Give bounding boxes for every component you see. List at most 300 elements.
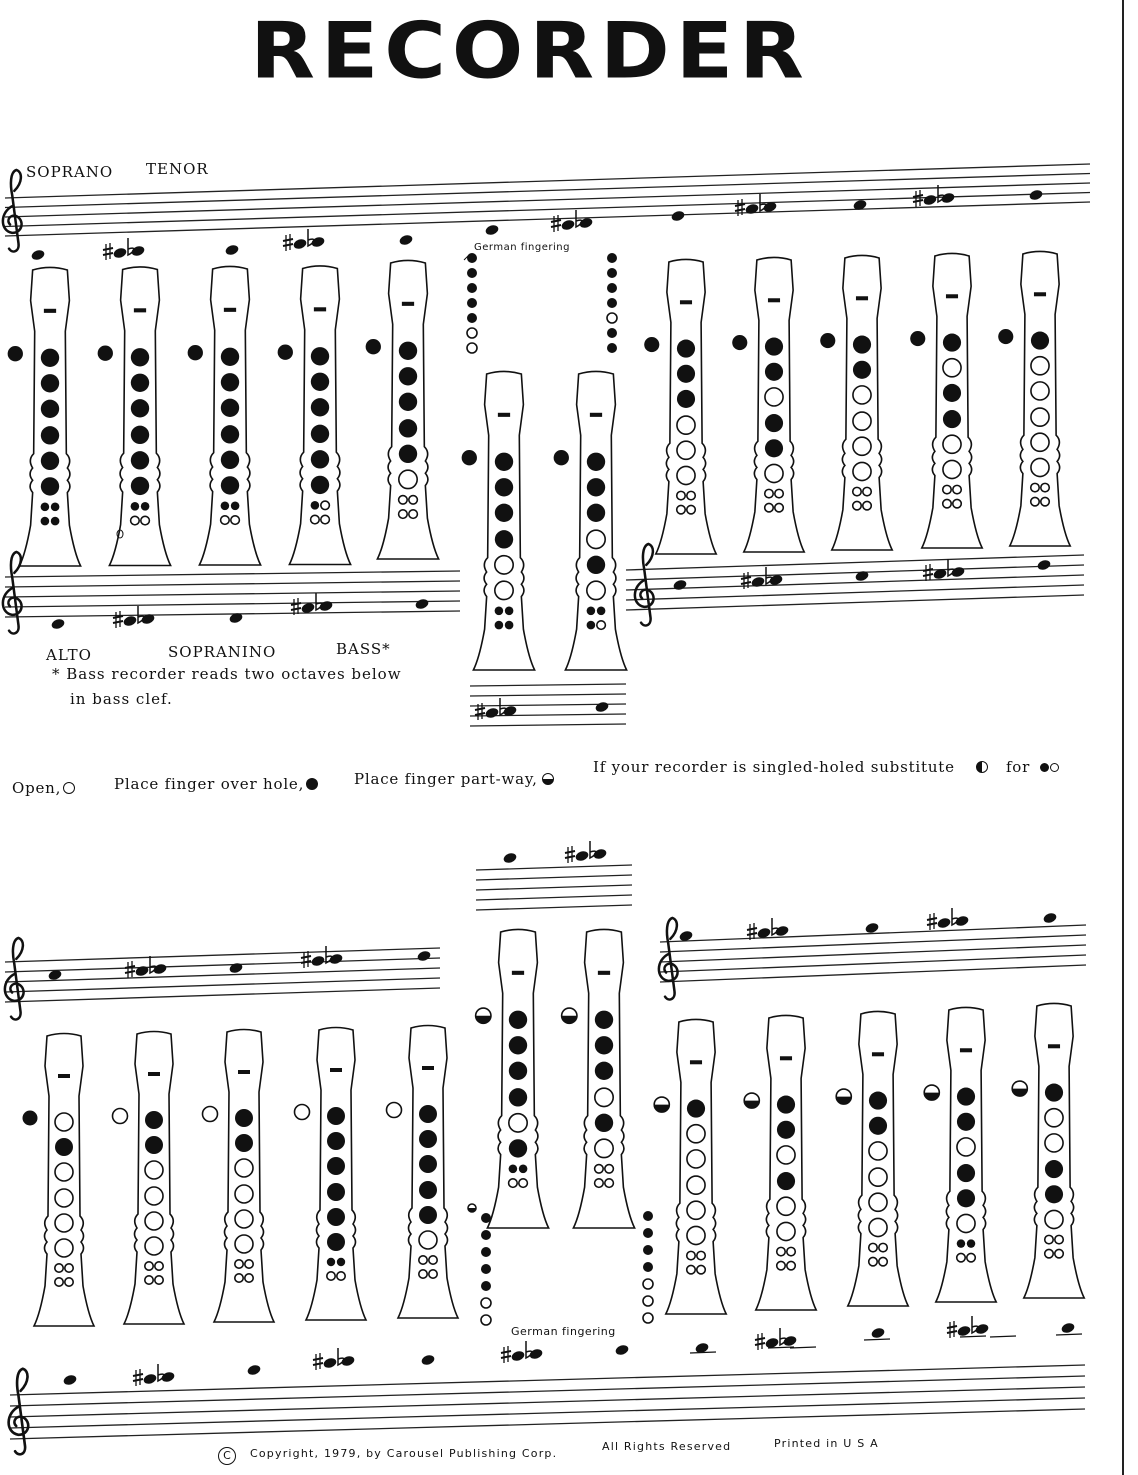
sharp-sign-icon xyxy=(923,564,933,581)
double-hole-closed xyxy=(957,1239,965,1247)
german-fingering-label-bottom: German fingering xyxy=(511,1325,616,1338)
german-fingering-right-bottom xyxy=(643,1211,653,1323)
finger-hole-closed xyxy=(509,1011,527,1029)
double-hole-open xyxy=(409,496,418,505)
german-hole-closed xyxy=(643,1228,653,1238)
window-slot xyxy=(224,308,236,312)
note-f xyxy=(246,1364,261,1377)
staff-bottom-left xyxy=(5,948,440,1002)
finger-hole-open xyxy=(943,460,961,478)
note-e xyxy=(398,234,413,247)
double-hole-closed xyxy=(505,621,514,630)
double-hole-open xyxy=(55,1278,63,1286)
thumb-hole-half xyxy=(1012,1081,1027,1096)
ledger-line xyxy=(990,1336,1016,1337)
window-slot xyxy=(134,308,146,312)
treble-clef-icon xyxy=(635,544,654,626)
finger-hole-closed xyxy=(131,451,149,469)
finger-hole-closed xyxy=(957,1088,975,1106)
finger-hole-closed xyxy=(419,1130,437,1148)
finger-hole-open xyxy=(1045,1134,1063,1152)
double-hole-open xyxy=(869,1243,877,1251)
double-hole-open xyxy=(131,516,140,525)
double-hole-open xyxy=(787,1247,795,1255)
thumb-hole-closed xyxy=(98,346,113,361)
thumb-hole-half xyxy=(924,1085,939,1100)
double-hole-open xyxy=(231,516,240,525)
german-hole-closed xyxy=(481,1213,491,1223)
thumb-hole-open xyxy=(387,1103,402,1118)
german-hole-closed xyxy=(467,253,477,263)
finger-hole-open xyxy=(55,1214,73,1232)
double-hole-open xyxy=(235,1274,243,1282)
finger-hole-closed xyxy=(235,1109,253,1127)
window-slot xyxy=(314,307,326,311)
double-hole-open xyxy=(519,1179,528,1188)
rights-text: All Rights Reserved xyxy=(602,1440,732,1453)
double-hole-closed xyxy=(587,621,596,630)
double-hole-open xyxy=(235,1260,243,1268)
finger-hole-open xyxy=(1045,1210,1063,1228)
window-slot xyxy=(946,294,958,298)
finger-hole-open xyxy=(145,1237,163,1255)
finger-hole-open xyxy=(777,1197,795,1215)
note-head xyxy=(328,953,343,966)
finger-hole-closed xyxy=(495,478,513,496)
finger-hole-closed xyxy=(495,530,513,548)
thumb-hole-open xyxy=(113,1109,128,1124)
recorder-top-right-4 xyxy=(910,253,982,548)
finger-hole-closed xyxy=(327,1233,345,1251)
double-hole-closed xyxy=(221,502,230,511)
german-hole-closed xyxy=(643,1245,653,1255)
finger-hole-closed xyxy=(131,348,149,366)
copyright-icon: C xyxy=(218,1447,236,1465)
sharp-sign-icon xyxy=(313,1353,323,1370)
window-slot xyxy=(498,413,510,417)
recorder-bottom-right-2 xyxy=(744,1015,816,1310)
sharp-sign-icon xyxy=(755,1333,765,1350)
window-slot xyxy=(1048,1044,1060,1048)
double-hole-open xyxy=(145,1262,153,1270)
finger-hole-closed xyxy=(943,384,961,402)
double-hole-open xyxy=(245,1274,253,1282)
finger-hole-open xyxy=(235,1210,253,1228)
finger-hole-closed xyxy=(587,453,605,471)
sharp-sign-icon xyxy=(747,923,757,940)
recorder-top-left-4 xyxy=(278,266,351,565)
thumb-hole-half xyxy=(476,1008,491,1023)
double-hole-open xyxy=(155,1276,163,1284)
finger-hole-open xyxy=(235,1185,253,1203)
finger-hole-open xyxy=(869,1218,887,1236)
ledger-line xyxy=(864,1339,890,1340)
finger-hole-closed xyxy=(677,365,695,383)
label-soprano: SOPRANO xyxy=(26,163,114,181)
finger-hole-open xyxy=(957,1138,975,1156)
finger-hole-closed xyxy=(687,1100,705,1118)
note-c xyxy=(1036,559,1051,572)
double-hole-open xyxy=(595,1179,604,1188)
note-head xyxy=(340,1355,355,1368)
thumb-hole-closed xyxy=(366,339,381,354)
finger-hole-closed xyxy=(399,393,417,411)
double-hole-open xyxy=(853,501,861,509)
finger-hole-open xyxy=(869,1193,887,1211)
finger-hole-closed xyxy=(1045,1084,1063,1102)
note-c xyxy=(594,701,609,714)
finger-hole-closed xyxy=(957,1189,975,1207)
note-head xyxy=(510,1350,525,1363)
recorder-bottom-right-5 xyxy=(1012,1003,1084,1298)
finger-hole-closed xyxy=(595,1036,613,1054)
sharp-sign-icon xyxy=(565,846,575,863)
double-hole-open xyxy=(399,510,408,519)
german-hole-closed xyxy=(607,298,617,308)
note-e xyxy=(62,1374,77,1387)
double-hole-open xyxy=(879,1243,887,1251)
staff-bottom-right xyxy=(660,925,1086,982)
finger-hole-open xyxy=(587,530,605,548)
thumb-hole-closed xyxy=(644,337,659,352)
finger-hole-closed xyxy=(145,1111,163,1129)
finger-hole-open xyxy=(1031,458,1049,476)
window-slot xyxy=(780,1056,792,1060)
finger-hole-open xyxy=(509,1114,527,1132)
double-hole-open xyxy=(677,505,685,513)
finger-hole-closed xyxy=(311,373,329,391)
finger-hole-closed xyxy=(221,373,239,391)
double-hole-open xyxy=(597,621,606,630)
window-slot xyxy=(422,1066,434,1070)
german-hole-closed xyxy=(607,283,617,293)
german-hole-closed xyxy=(467,283,477,293)
finger-hole-closed xyxy=(221,399,239,417)
double-hole-open xyxy=(765,503,773,511)
thumb-hole-closed xyxy=(188,345,203,360)
german-hole-open xyxy=(481,1298,491,1308)
window-slot xyxy=(960,1048,972,1052)
recorder-bottom-left-5 xyxy=(387,1026,459,1319)
double-hole-open xyxy=(509,1179,518,1188)
window-slot xyxy=(856,296,868,300)
double-hole-open xyxy=(419,1270,427,1278)
double-hole-closed xyxy=(519,1165,528,1174)
recorder-top-left-5 xyxy=(366,260,439,559)
legend-partial-text: Place finger part-way, xyxy=(354,770,538,788)
finger-hole-open xyxy=(1031,382,1049,400)
note-high xyxy=(502,852,517,865)
double-hole-closed xyxy=(51,503,60,512)
double-hole-open xyxy=(943,499,951,507)
double-hole-open xyxy=(429,1270,437,1278)
double-hole-open xyxy=(1055,1249,1063,1257)
recorder-top-middle-1 xyxy=(462,371,535,670)
double-hole-open xyxy=(245,1260,253,1268)
finger-hole-closed xyxy=(1031,332,1049,350)
thumb-hole-closed xyxy=(462,450,477,465)
double-hole-open xyxy=(967,1253,975,1261)
double-hole-open xyxy=(321,501,330,510)
thumb-hole-closed xyxy=(23,1111,38,1126)
finger-hole-closed xyxy=(509,1036,527,1054)
finger-hole-closed xyxy=(765,338,783,356)
finger-hole-closed xyxy=(587,556,605,574)
double-hole-open xyxy=(687,1251,695,1259)
double-hole-open xyxy=(221,516,230,525)
treble-clef-icon xyxy=(5,938,24,1020)
finger-hole-open xyxy=(765,388,783,406)
finger-hole-open xyxy=(687,1176,705,1194)
finger-hole-closed xyxy=(41,426,59,444)
finger-hole-open xyxy=(869,1168,887,1186)
note-head xyxy=(574,850,589,863)
double-hole-open xyxy=(145,1276,153,1284)
note-head xyxy=(974,1323,989,1336)
thumb-hole-closed xyxy=(278,345,293,360)
recorder-bottom-middle-2 xyxy=(562,929,635,1228)
double-hole-closed xyxy=(141,502,150,511)
double-hole-open xyxy=(409,510,418,519)
note-head xyxy=(528,1348,543,1361)
thumb-hole-half xyxy=(744,1093,759,1108)
german-hole-open xyxy=(643,1296,653,1306)
finger-hole-open xyxy=(869,1142,887,1160)
window-slot xyxy=(58,1074,70,1078)
double-hole-open xyxy=(1031,483,1039,491)
finger-hole-open xyxy=(853,386,871,404)
printed-text: Printed in U S A xyxy=(774,1437,879,1450)
double-hole-closed xyxy=(597,607,606,616)
double-hole-open xyxy=(687,491,695,499)
finger-hole-closed xyxy=(1045,1160,1063,1178)
thumb-hole-closed xyxy=(998,329,1013,344)
finger-hole-closed xyxy=(509,1062,527,1080)
finger-hole-open xyxy=(943,435,961,453)
note-b xyxy=(1028,189,1043,202)
finger-hole-closed xyxy=(235,1134,253,1152)
finger-hole-closed xyxy=(41,349,59,367)
recorder-bottom-middle-1 xyxy=(476,929,549,1228)
german-hole-closed xyxy=(467,313,477,323)
finger-hole-open xyxy=(595,1139,613,1157)
label-tenor: TENOR xyxy=(146,160,209,178)
finger-hole-closed xyxy=(221,348,239,366)
double-hole-closed xyxy=(311,501,320,510)
double-hole-open xyxy=(953,499,961,507)
legend-closed-text: Place finger over hole, xyxy=(114,775,305,793)
ledger-line xyxy=(1056,1334,1082,1335)
finger-hole-open xyxy=(1045,1109,1063,1127)
finger-hole-closed xyxy=(777,1096,795,1114)
finger-hole-closed xyxy=(595,1062,613,1080)
bass-footnote-line1: * Bass recorder reads two octaves below xyxy=(52,665,402,683)
double-hole-closed xyxy=(967,1239,975,1247)
finger-hole-open xyxy=(765,464,783,482)
note-head xyxy=(130,245,145,258)
german-hole-closed xyxy=(481,1230,491,1240)
double-hole-open xyxy=(677,491,685,499)
finger-hole-closed xyxy=(327,1208,345,1226)
finger-hole-closed xyxy=(587,504,605,522)
finger-hole-closed xyxy=(55,1138,73,1156)
finger-hole-closed xyxy=(495,453,513,471)
finger-hole-closed xyxy=(327,1183,345,1201)
double-hole-open xyxy=(863,501,871,509)
recorder-bottom-left-2 xyxy=(113,1032,185,1325)
double-hole-closed xyxy=(41,503,50,512)
copyright-text: Copyright, 1979, by Carousel Publishing Corp. xyxy=(250,1447,558,1460)
double-hole-closed xyxy=(327,1258,335,1266)
note-head xyxy=(152,963,167,976)
finger-hole-closed xyxy=(399,342,417,360)
note-head xyxy=(922,194,937,207)
finger-hole-open xyxy=(853,437,871,455)
sharp-sign-icon xyxy=(947,1321,957,1338)
finger-hole-closed xyxy=(853,361,871,379)
recorder-top-left-2 xyxy=(98,267,171,566)
thumb-hole-open xyxy=(203,1107,218,1122)
recorder-top-left-1 xyxy=(8,267,81,566)
double-hole-open xyxy=(697,1265,705,1273)
german-hole-closed xyxy=(607,268,617,278)
thumb-hole-closed xyxy=(910,331,925,346)
note-head xyxy=(744,203,759,216)
note-c xyxy=(30,249,45,262)
finger-hole-open xyxy=(495,581,513,599)
finger-hole-closed xyxy=(765,439,783,457)
note-a xyxy=(614,1344,629,1357)
recorder-top-right-5 xyxy=(998,251,1070,546)
finger-hole-open xyxy=(677,466,695,484)
double-hole-open xyxy=(869,1257,877,1265)
finger-hole-closed xyxy=(677,340,695,358)
double-hole-closed xyxy=(509,1165,518,1174)
double-hole-closed xyxy=(231,502,240,511)
finger-hole-closed xyxy=(311,476,329,494)
finger-hole-open xyxy=(687,1125,705,1143)
thumb-hole-open xyxy=(295,1105,310,1120)
note-head xyxy=(940,192,955,205)
staff-top-right xyxy=(626,555,1084,610)
sharp-sign-icon xyxy=(283,234,293,251)
finger-hole-closed xyxy=(41,400,59,418)
double-hole-closed xyxy=(337,1258,345,1266)
window-slot xyxy=(872,1052,884,1056)
double-hole-open xyxy=(777,1247,785,1255)
window-slot xyxy=(330,1068,342,1072)
treble-clef-icon xyxy=(3,170,22,252)
finger-hole-closed xyxy=(311,425,329,443)
finger-hole-closed xyxy=(327,1107,345,1125)
german-hole-open xyxy=(467,328,477,338)
note-g xyxy=(420,1354,435,1367)
double-hole-open xyxy=(787,1261,795,1269)
finger-hole-closed xyxy=(419,1206,437,1224)
finger-hole-open xyxy=(1031,408,1049,426)
double-hole-open xyxy=(1055,1235,1063,1243)
window-slot xyxy=(402,302,414,306)
finger-hole-closed xyxy=(419,1181,437,1199)
german-fingering-left-top xyxy=(467,253,477,353)
sharp-sign-icon xyxy=(551,215,561,232)
double-hole-open xyxy=(1031,497,1039,505)
staff-bottom-middle-high xyxy=(476,865,632,910)
finger-hole-open xyxy=(145,1212,163,1230)
recorder-top-right-2 xyxy=(732,257,804,552)
thumb-hole-closed xyxy=(732,335,747,350)
finger-hole-closed xyxy=(419,1105,437,1123)
double-hole-closed xyxy=(51,517,60,526)
finger-hole-closed xyxy=(131,477,149,495)
note-b xyxy=(1042,912,1057,925)
treble-clef-icon xyxy=(3,552,22,634)
recorder-bottom-right-1 xyxy=(654,1019,726,1314)
note-a xyxy=(414,598,429,611)
note-head xyxy=(112,247,127,260)
finger-hole-open xyxy=(677,441,695,459)
double-hole-open xyxy=(863,487,871,495)
finger-hole-open xyxy=(419,1231,437,1249)
finger-hole-closed xyxy=(221,425,239,443)
finger-hole-closed xyxy=(399,445,417,463)
finger-hole-open xyxy=(687,1150,705,1168)
double-hole-open xyxy=(775,503,783,511)
finger-hole-open xyxy=(687,1201,705,1219)
finger-hole-open xyxy=(1031,357,1049,375)
sharp-sign-icon xyxy=(113,611,123,628)
recorder-bottom-left-4 xyxy=(295,1028,367,1321)
label-bass: BASS* xyxy=(336,640,391,658)
note-head xyxy=(122,615,137,628)
finger-hole-closed xyxy=(419,1155,437,1173)
recorder-bottom-right-3 xyxy=(836,1011,908,1306)
double-hole-open xyxy=(419,1256,427,1264)
note-head xyxy=(160,1371,175,1384)
recorder-bottom-left-1 xyxy=(23,1034,95,1327)
label-alto: ALTO xyxy=(46,646,92,664)
finger-hole-open xyxy=(687,1226,705,1244)
finger-hole-closed xyxy=(495,504,513,522)
finger-hole-closed xyxy=(41,452,59,470)
window-slot xyxy=(512,971,524,975)
finger-hole-closed xyxy=(595,1011,613,1029)
recorder-top-right-3 xyxy=(820,255,892,550)
double-hole-open xyxy=(1045,1249,1053,1257)
finger-hole-closed xyxy=(777,1172,795,1190)
german-fingering-label-top: German fingering xyxy=(474,242,570,253)
german-hole-closed xyxy=(643,1211,653,1221)
note-head xyxy=(318,600,333,613)
note-head xyxy=(782,1335,797,1348)
double-hole-closed xyxy=(495,621,504,630)
double-hole-open xyxy=(605,1179,614,1188)
thumb-hole-half xyxy=(562,1008,577,1023)
finger-hole-closed xyxy=(957,1164,975,1182)
note-head xyxy=(310,955,325,968)
double-hole-closed xyxy=(131,502,140,511)
german-hole-closed xyxy=(481,1264,491,1274)
german-hole-closed xyxy=(467,298,477,308)
window-slot xyxy=(680,300,692,304)
german-hole-closed xyxy=(607,328,617,338)
german-hole-closed xyxy=(481,1281,491,1291)
finger-hole-closed xyxy=(311,347,329,365)
finger-hole-open xyxy=(235,1235,253,1253)
german-hole-closed xyxy=(643,1262,653,1272)
finger-hole-open xyxy=(853,412,871,430)
finger-hole-closed xyxy=(943,410,961,428)
